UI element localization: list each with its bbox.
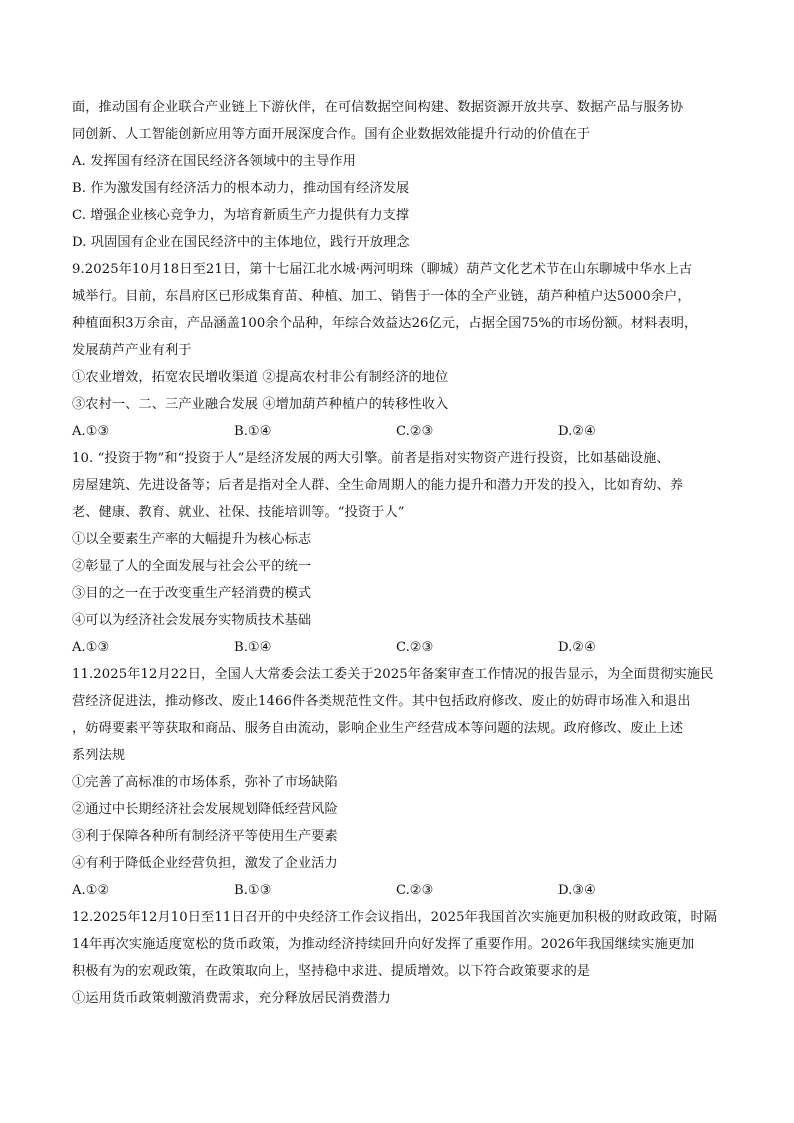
choice-d: D.③④ [558,883,596,898]
question-text-line: 9.2025年10月18日至21日，第十七届江北水城·两河明珠（聊城）葫芦文化艺术节在山东聊城中华水上古 [72,262,693,277]
question-text-line: 14年再次实施适度宽松的货币政策，为推动经济持续回升向好发挥了重要作用。2026年我国继续实施更加 [72,937,695,952]
option-d: D. 巩固国有企业在国民经济中的主体地位，践行开放理念 [72,235,410,250]
choice-d: D.②④ [558,640,596,655]
answer-choices [72,877,722,904]
question-text-line: 发展葫芦产业有利于 [72,343,192,358]
choice-d: D.②④ [558,424,596,439]
choice-c: C.②③ [396,883,434,898]
question-12 [72,904,722,1012]
statement-item: ③农村一、二、三产业融合发展 ④增加葫芦种植户的转移性收入 [72,397,449,412]
question-text-line: ，妨碍要素平等获取和商品、服务自由流动，影响企业生产经营成本等问题的法规。政府修改、废止上述 [72,721,684,736]
question-text-line: 老、健康、教育、就业、社保、技能培训等。“投资于人” [72,505,405,520]
question-9 [72,256,722,445]
question-text-line: 营经济促进法，推动修改、废止1466件各类规范性文件。其中包括政府修改、废止的妨碍市场准入和退出 [72,694,691,709]
option-b: B. 作为激发国有经济活力的根本动力，推动国有经济发展 [72,181,410,196]
option-c: C. 增强企业核心竞争力，为培育新质生产力提供有力支撑 [72,208,410,223]
statement-item: ③目的之一在于改变重生产轻消费的模式 [72,586,312,601]
answer-choices [72,418,722,445]
statement-item: ④可以为经济社会发展夯实物质技术基础 [72,613,312,628]
question-text-line: 种植面积3万余亩，产品涵盖100余个品种，年综合效益达26亿元，占据全国75%的市场份额。材料表明， [72,316,698,331]
page-content [72,94,722,1012]
question-text-line: 系列法规 [72,748,126,763]
choice-a: A.①③ [72,424,110,439]
statement-item: ④有利于降低企业经营负担，激发了企业活力 [72,856,338,871]
answer-choices [72,634,722,661]
statement-item: ①运用货币政策刺激消费需求，充分释放居民消费潜力 [72,991,391,1006]
question-text-line: 11.2025年12月22日，全国人大常委会法工委关于2025年备案审查工作情况的报告显示，为全面贯彻实施民 [72,667,714,682]
question-text-line: 12.2025年12月10日至11日召开的中央经济工作会议指出，2025年我国首次实施更加积极的财政政策，时隔 [72,910,718,925]
question-text-line: 积极有为的宏观政策，在政策取向上，坚持稳中求进、提质增效。以下符合政策要求的是 [72,964,591,979]
question-8-tail [72,94,722,256]
option-a: A. 发挥国有经济在国民经济各领域中的主导作用 [72,154,356,169]
statement-item: ③利于保障各种所有制经济平等使用生产要素 [72,829,338,844]
statement-item: ①农业增效，拓宽农民增收渠道 ②提高农村非公有制经济的地位 [72,370,449,385]
statement-item: ①以全要素生产率的大幅提升为核心标志 [72,532,312,547]
statement-item: ②彰显了人的全面发展与社会公平的统一 [72,559,312,574]
question-text-line: 城举行。目前，东昌府区已形成集育苗、种植、加工、销售于一体的全产业链，葫芦种植户达5000余户， [72,289,691,304]
statement-item: ②通过中长期经济社会发展规划降低经营风险 [72,802,338,817]
choice-b: B.①④ [234,424,272,439]
question-text-line: 房屋建筑、先进设备等；后者是指对全人群、全生命周期人的能力提升和潜力开发的投入，比如育幼、养 [72,478,684,493]
choice-c: C.②③ [396,424,434,439]
question-10 [72,445,722,661]
question-text-line: 同创新、人工智能创新应用等方面开展深度合作。国有企业数据效能提升行动的价值在于 [72,127,591,142]
choice-b: B.①③ [234,883,272,898]
question-text-line: 面，推动国有企业联合产业链上下游伙伴，在可信数据空间构建、数据资源开放共享、数据产品与服务协 [72,100,684,115]
choice-a: A.①② [72,883,110,898]
question-text-line: 10. “投资于物”和“投资于人”是经济发展的两大引擎。前者是指对实物资产进行投资，比如基础设施、 [72,451,670,466]
choice-b: B.①④ [234,640,272,655]
statement-item: ①完善了高标准的市场体系，弥补了市场缺陷 [72,775,338,790]
choice-a: A.①③ [72,640,110,655]
question-11 [72,661,722,904]
choice-c: C.②③ [396,640,434,655]
